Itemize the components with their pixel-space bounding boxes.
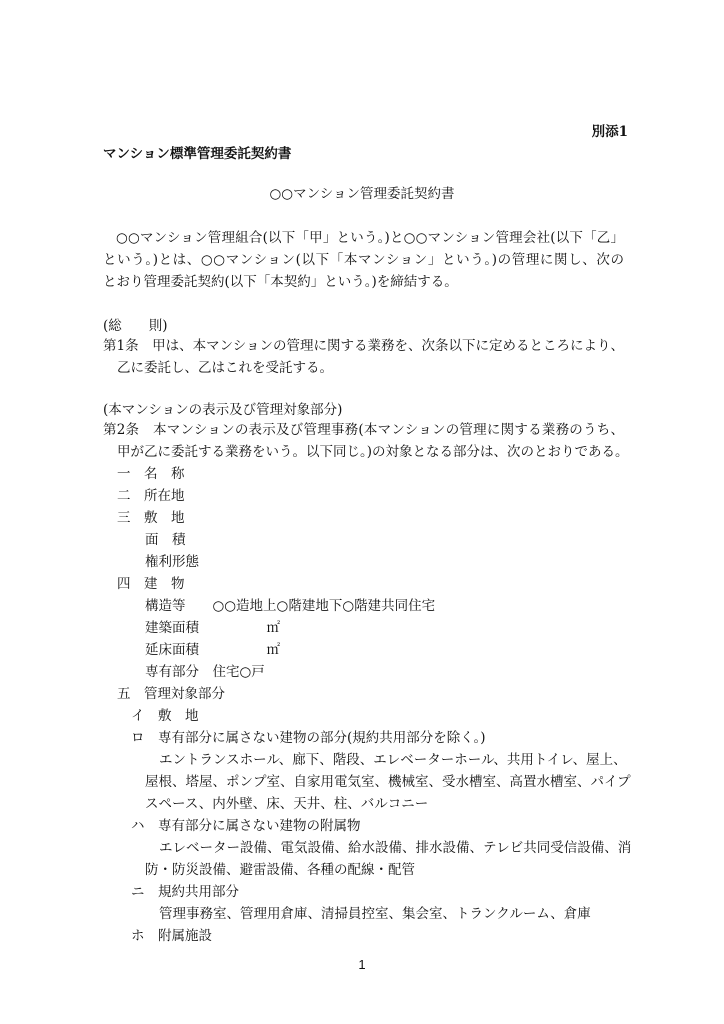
subitem-common-building-parts: ロ 専有部分に属さない建物の部分(規約共用部分を除く。) (131, 730, 486, 746)
preamble-line-1: ○○マンション管理組合(以下「甲」という。)と○○マンション管理会社(以下「乙」 (116, 230, 624, 246)
common-parts-line-1: エントランスホール、廊下、階段、エレベーターホール、共用トイレ、屋上、 (159, 752, 627, 768)
contract-title: ○○マンション管理委託契約書 (269, 186, 455, 202)
item-name: 一 名 称 (117, 466, 185, 482)
section-heading-general: (総 則) (103, 318, 168, 334)
section-heading-property: (本マンションの表示及び管理対象部分) (103, 402, 343, 418)
article-1-line-2: 乙に委託し、乙はこれを受託する。 (117, 360, 333, 376)
equipment-line-1: エレベーター設備、電気設備、給水設備、排水設備、テレビ共同受信設備、消 (159, 840, 632, 856)
equipment-line-2: 防・防災設備、避雷設備、各種の配線・配管 (145, 862, 415, 878)
common-parts-line-3: スペース、内外壁、床、天井、柱、バルコニー (145, 796, 429, 812)
item-location: 二 所在地 (117, 488, 185, 504)
item-managed-parts: 五 管理対象部分 (117, 686, 225, 702)
document-name: マンション標準管理委託契約書 (103, 146, 292, 162)
item-site-area: 面 積 (145, 532, 186, 548)
article-1-line-1: 第1条 甲は、本マンションの管理に関する業務を、次条以下に定めるところにより、 (103, 338, 624, 354)
preamble-line-2: という。)とは、○○マンション(以下「本マンション」という。)の管理に関し、次の (103, 252, 624, 268)
article-2-line-2: 甲が乙に委託する業務をいう。以下同じ。)の対象となる部分は、次のとおりである。 (117, 444, 629, 460)
article-2-line-1: 第2条 本マンションの表示及び管理事務(本マンションの管理に関する業務のうち、 (103, 422, 624, 438)
item-building: 四 建 物 (117, 576, 185, 592)
subitem-attached-facilities: ホ 附属施設 (131, 928, 212, 944)
item-private-units: 専有部分 住宅○戸 (145, 664, 265, 680)
page-number: 1 (358, 957, 366, 972)
item-site: 三 敷 地 (117, 510, 185, 526)
bylaw-parts-line: 管理事務室、管理用倉庫、清掃員控室、集会室、トランクルーム、倉庫 (159, 906, 591, 922)
preamble-line-3: とおり管理委託契約(以下「本契約」という。)を締結する。 (103, 274, 458, 290)
item-site-rights: 権利形態 (145, 554, 199, 570)
subitem-bylaw-common-parts: ニ 規約共用部分 (131, 884, 239, 900)
item-floor-area: 延床面積 ㎡ (145, 642, 280, 658)
subitem-site: イ 敷 地 (131, 708, 199, 724)
subitem-attached-equipment: ハ 専有部分に属さない建物の附属物 (131, 818, 361, 834)
common-parts-line-2: 屋根、塔屋、ポンプ室、自家用電気室、機械室、受水槽室、高置水槽室、パイプ (145, 774, 631, 790)
item-building-structure: 構造等 ○○造地上○階建地下○階建共同住宅 (145, 598, 436, 614)
item-building-area: 建築面積 ㎡ (145, 620, 280, 636)
annex-label: 別添1 (591, 124, 628, 140)
